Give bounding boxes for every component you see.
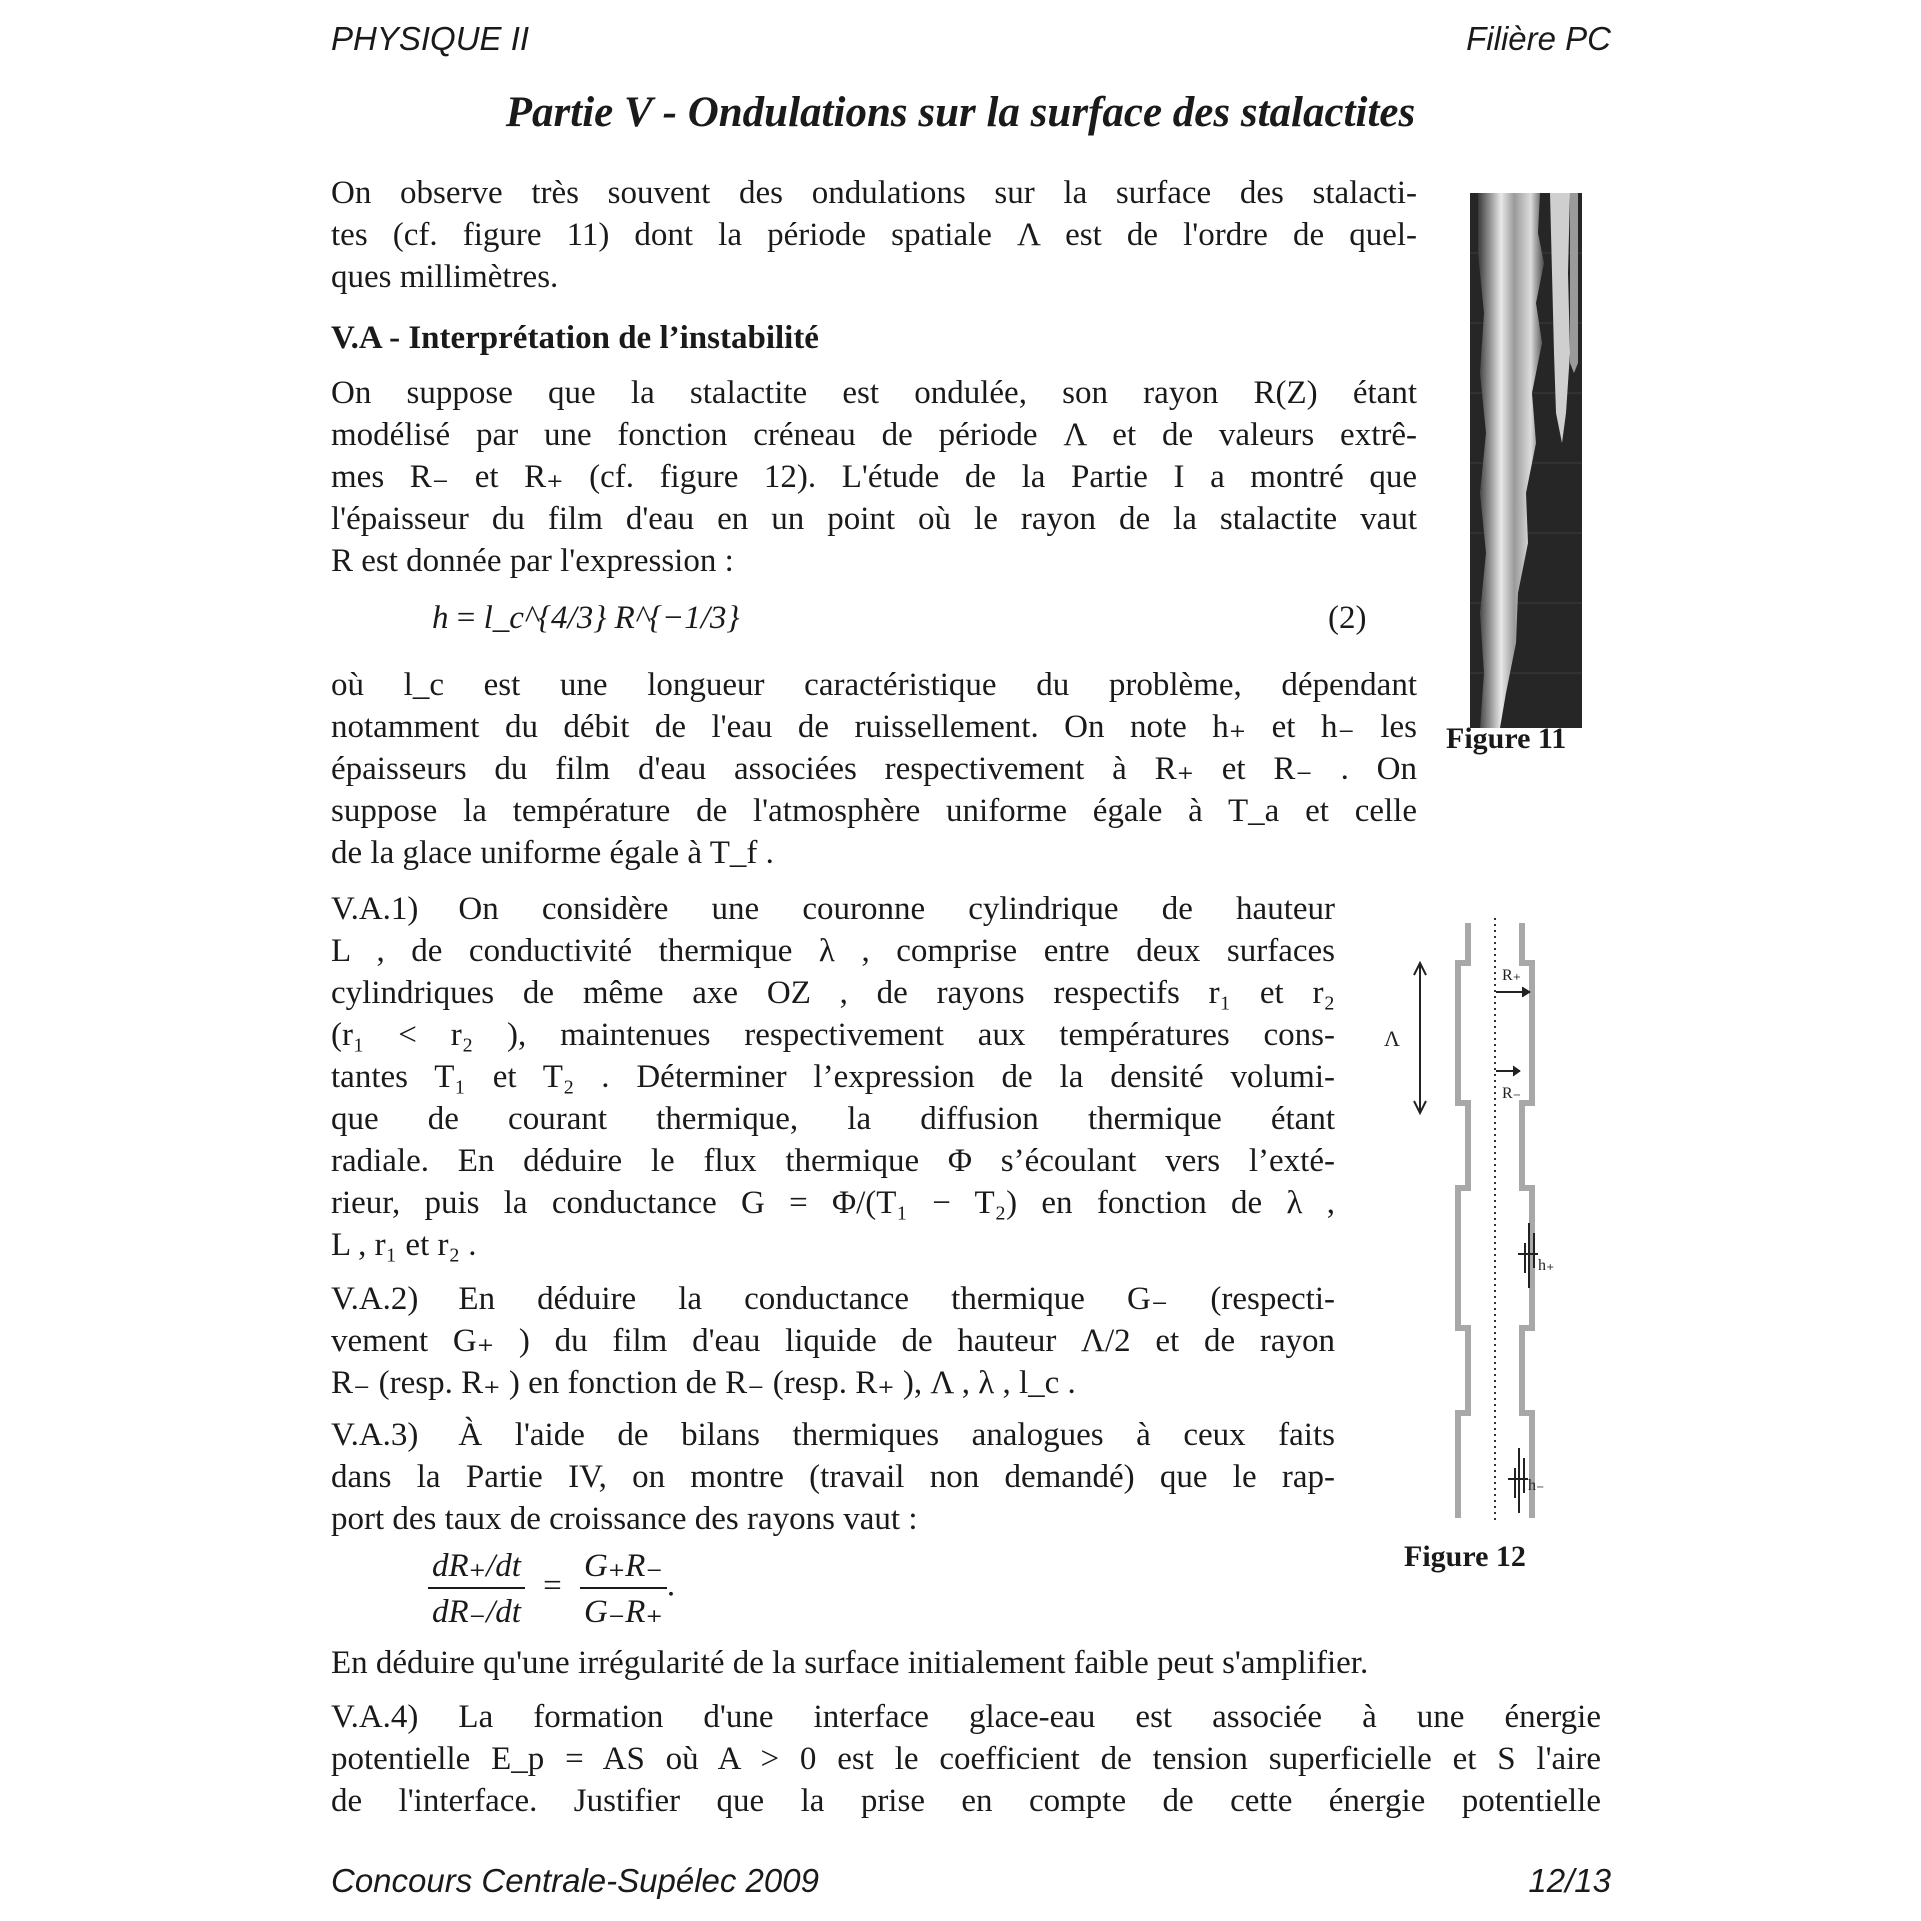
text-line: (r₁ < r₂ ), maintenues respectivement aux températures cons- xyxy=(331,1017,1335,1053)
text-line: où l_c est une longueur caractéristique du problème, dépendant xyxy=(331,667,1417,703)
text-line: modélisé par une fonction créneau de période Λ et de valeurs extrê- xyxy=(331,417,1417,453)
intro-paragraph xyxy=(331,172,1417,298)
text-line: R est donnée par l'expression : xyxy=(331,543,734,579)
question-va4 xyxy=(331,1696,1601,1822)
text-line: que de courant thermique, la diffusion thermique étant xyxy=(331,1101,1335,1137)
text-line: On observe très souvent des ondulations sur la surface des stalacti- xyxy=(331,175,1417,211)
text-line: L , r₁ et r₂ . xyxy=(331,1227,477,1263)
figure-12-caption: Figure 12 xyxy=(1404,1540,1526,1573)
text-line: V.A.1) On considère une couronne cylindrique de hauteur xyxy=(331,891,1335,927)
va3-conclusion: En déduire qu'une irrégularité de la surface initialement faible peut s'amplifier. xyxy=(331,1645,1369,1681)
text-line: tantes T₁ et T₂ . Déterminer l’expression de la densité volumi- xyxy=(331,1059,1335,1095)
fraction-left: $\frac{dR_+/dt}{dR_-/dt}$ xyxy=(428,1545,525,1631)
question-va2 xyxy=(331,1278,1335,1404)
text-line: L , de conductivité thermique λ , comprise entre deux surfaces xyxy=(331,933,1335,969)
text-line: On suppose que la stalactite est ondulée, son rayon R(Z) étant xyxy=(331,375,1417,411)
text-line: de la glace uniforme égale à T_f . xyxy=(331,835,774,871)
h-plus-label: h₊ xyxy=(1538,1257,1555,1274)
ice-profile-right xyxy=(1522,923,1532,1518)
text-line: ques millimètres. xyxy=(331,259,559,295)
fraction-right: $\frac{G_+R_-}{G_-R_+}$ xyxy=(580,1545,667,1631)
question-va3 xyxy=(331,1414,1335,1540)
question-label: V.A.2) xyxy=(331,1281,419,1317)
text-line: port des taux de croissance des rayons vaut : xyxy=(331,1501,918,1537)
growth-ratio-equation: $\frac{dR_+/dt}{dR_-/dt}$ = $\frac{G_+R_-}{G_-R_+}$ . xyxy=(428,1545,675,1631)
text-line: épaisseurs du film d'eau associées respectivement à R₊ et R₋ . On xyxy=(331,751,1417,787)
text-line: R₋ (resp. R₊ ) en fonction de R₋ (resp. R₊ ), Λ , λ , l_c . xyxy=(331,1365,1076,1401)
text-line: V.A.3) À l'aide de bilans thermiques analogues à ceux faits xyxy=(331,1417,1335,1453)
text-line: vement G₊ ) du film d'eau liquide de hauteur Λ/2 et de rayon xyxy=(331,1323,1335,1359)
paragraph-1 xyxy=(331,372,1417,582)
text-line: suppose la température de l'atmosphère uniforme égale à T_a et celle xyxy=(331,793,1417,829)
question-label: V.A.3) xyxy=(331,1417,419,1453)
ice-profile-left xyxy=(1458,923,1468,1518)
text-line: tes (cf. figure 11) dont la période spatiale Λ est de l'ordre de quel- xyxy=(331,217,1417,253)
equation-2-tag: (2) xyxy=(1328,600,1367,636)
text-line: cylindriques de même axe OZ , de rayons respectifs r₁ et r₂ xyxy=(331,975,1335,1011)
section-heading: V.A - Interprétation de l’instabilité xyxy=(331,320,819,356)
lambda-label: Λ xyxy=(1384,1026,1400,1051)
text-line: mes R₋ et R₊ (cf. figure 12). L'étude de la Partie I a montré que xyxy=(331,459,1417,495)
page-title: Partie V - Ondulations sur la surface des stalactites xyxy=(505,89,1416,136)
text-line: dans la Partie IV, on montre (travail non demandé) que le rap- xyxy=(331,1459,1335,1495)
equation-2: h = l_c^{4/3} R^{−1/3} xyxy=(432,600,740,636)
text-line: l'épaisseur du film d'eau en un point où le rayon de la stalactite vaut xyxy=(331,501,1417,537)
text-line: de l'interface. Justifier que la prise en compte de cette énergie potentielle xyxy=(331,1783,1601,1819)
h-minus-label: h₋ xyxy=(1528,1477,1545,1494)
question-va1 xyxy=(331,888,1335,1266)
figure-11-caption: Figure 11 xyxy=(1446,722,1567,755)
text-line: rieur, puis la conductance G = Φ/(T₁ − T₂) en fonction de λ , xyxy=(331,1185,1335,1221)
text-line: notamment du débit de l'eau de ruissellement. On note h₊ et h₋ les xyxy=(331,709,1417,745)
paragraph-2 xyxy=(331,664,1417,874)
stalactite-photo xyxy=(1470,193,1582,728)
r-minus-label: R₋ xyxy=(1502,1085,1522,1102)
figure-12-diagram xyxy=(1370,918,1580,1523)
text-line: potentielle E_p = AS où A > 0 est le coefficient de tension superficielle et S l'aire xyxy=(331,1741,1601,1777)
text-line: V.A.2) En déduire la conductance thermique G₋ (respecti- xyxy=(331,1281,1335,1317)
text-line: V.A.4) La formation d'une interface glace-eau est associée à une énergie xyxy=(331,1699,1601,1735)
r-plus-label: R₊ xyxy=(1502,967,1522,984)
footer-right: 12/13 xyxy=(1528,1862,1611,1899)
question-label: V.A.1) xyxy=(331,891,419,927)
header-right: Filière PC xyxy=(1466,20,1611,57)
footer-left: Concours Centrale-Supélec 2009 xyxy=(331,1862,819,1899)
text-line: radiale. En déduire le flux thermique Φ s’écoulant vers l’exté- xyxy=(331,1143,1335,1179)
question-label: V.A.4) xyxy=(331,1699,419,1735)
header-left: PHYSIQUE II xyxy=(331,20,530,57)
